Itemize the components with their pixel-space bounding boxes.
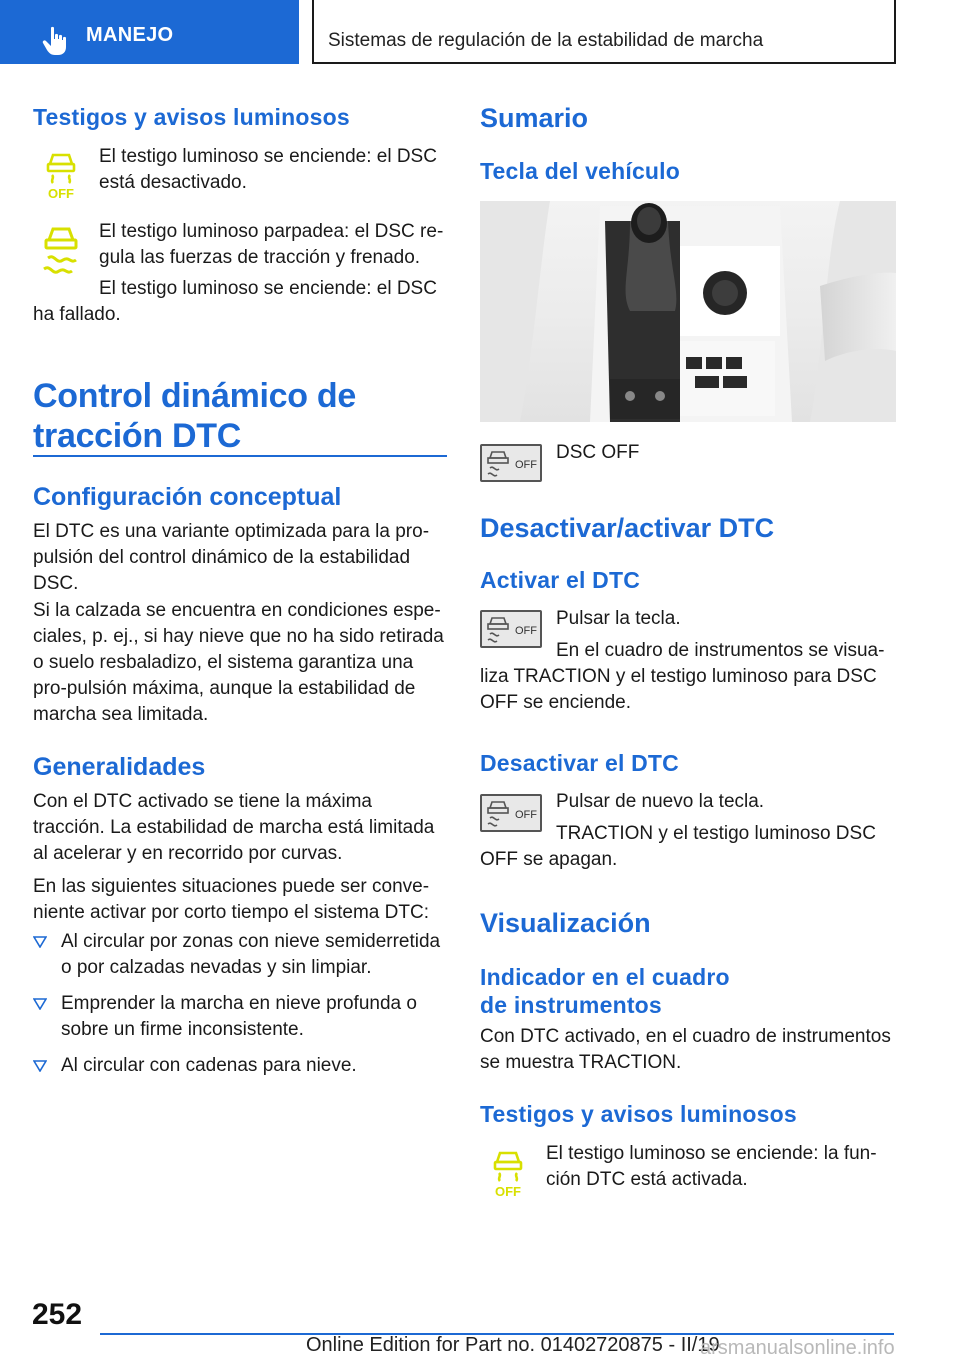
dsc-skid-warning-icon (40, 222, 82, 278)
warning-item-2: El testigo luminoso parpadea: el DSC re-gula las fuerzas de tracción y frenado. (99, 221, 444, 268)
list-item: Al circular por zonas con nieve semiderretida o por calzadas nevadas y sin limpiar. (33, 929, 447, 981)
general-paragraph-2: En las siguientes situaciones puede ser conve-niente activar por corto tiempo el sistema DTC: (33, 876, 430, 923)
svg-text:OFF: OFF (515, 459, 537, 471)
dtc-off-warning-icon (491, 1146, 525, 1198)
svg-text:OFF: OFF (515, 625, 537, 637)
activate-dtc-heading: Activar el DTC (480, 567, 641, 593)
dtc-section-title (33, 376, 453, 456)
general-paragraph-1: Con el DTC activado se tiene la máxima tracción. La estabilidad de marcha está limitada al acelerar y en recorrido por curvas. (33, 791, 435, 864)
deactivate-step-1: Pulsar de nuevo la tecla. (556, 791, 765, 812)
concept-heading: Configuración conceptual (33, 483, 342, 511)
deactivate-dtc-heading: Desactivar el DTC (480, 750, 679, 776)
list-item: Emprender la marcha en nieve profunda o sobre un firme inconsistente. (33, 991, 447, 1043)
list-item: Al circular con cadenas para nieve. (33, 1053, 447, 1079)
deactivate-step-2: TRACTION y el testigo luminoso DSC OFF se apagan. (480, 823, 876, 870)
section-tab-label: MANEJO (86, 24, 174, 46)
dsc-off-warning-icon (44, 148, 78, 200)
dtc-title-line-1: Control dinámico de (33, 377, 356, 415)
situations-list (33, 929, 447, 1089)
cluster-heading (480, 963, 730, 1019)
chapter-title: Sistemas de regulación de la estabilidad de marcha (328, 30, 764, 51)
cluster-heading-line-1: Indicador en el cuadro (480, 964, 730, 990)
page-number: 252 (32, 1298, 83, 1331)
activate-step-2: En el cuadro de instrumentos se visua-liza TRACTION y el testigo luminoso para DSC OFF se enciende. (480, 640, 885, 713)
triangle-bullet-icon (33, 936, 47, 948)
center-console-illustration (480, 201, 896, 422)
footer-edition: Online Edition for Part no. 01402720875 - II/19 (306, 1334, 720, 1356)
warning-item-1: El testigo luminoso se enciende: el DSC está desactivado. (99, 146, 437, 193)
display-heading: Visualización (480, 908, 651, 938)
concept-paragraph-1: El DTC es una variante optimizada para la pro-pulsión del control dinámico de la estabilidad DSC. (33, 521, 430, 594)
cluster-heading-line-2: de instrumentos (480, 992, 662, 1018)
hand-pointer-icon (42, 26, 70, 56)
right-warning-text: El testigo luminoso se enciende: la fun-ción DTC está activada. (546, 1143, 877, 1190)
chapter-header (312, 0, 896, 64)
dsc-off-button-graphic (482, 446, 540, 480)
warning-lights-heading: Testigos y avisos luminosos (33, 104, 350, 130)
dtc-title-line-2: tracción DTC (33, 417, 241, 455)
triangle-bullet-icon (33, 1060, 47, 1072)
warning-item-3: El testigo luminoso se enciende: el DSC ha fallado. (33, 278, 437, 325)
vehicle-key-heading: Tecla del vehículo (480, 158, 681, 184)
center-console-photo (480, 201, 896, 422)
toggle-dtc-heading: Desactivar/activar DTC (480, 513, 775, 543)
svg-text:OFF: OFF (495, 1184, 521, 1198)
section-divider (33, 455, 447, 457)
svg-text:OFF: OFF (515, 809, 537, 821)
triangle-bullet-icon (33, 998, 47, 1010)
right-warning-heading: Testigos y avisos luminosos (480, 1101, 797, 1127)
cluster-text: Con DTC activado, en el cuadro de instrumentos se muestra TRACTION. (480, 1026, 891, 1073)
general-heading: Generalidades (33, 753, 206, 781)
dsc-off-label: DSC OFF (556, 442, 640, 463)
svg-text:OFF: OFF (48, 186, 74, 200)
summary-heading: Sumario (480, 103, 589, 133)
dsc-off-button-icon (480, 444, 542, 482)
activate-step-1: Pulsar la tecla. (556, 608, 681, 629)
concept-paragraph-2: Si la calzada se encuentra en condiciones espe-ciales, p. ej., si hay nieve que no ha sido retirada o suelo resbaladizo, el sistema garantiza una pro-pulsión máxima, aunque la estabilidad de marcha sea limitada. (33, 600, 444, 725)
footer-watermark: arsmanualsonline.info (700, 1337, 895, 1359)
section-tab[interactable] (0, 0, 299, 64)
